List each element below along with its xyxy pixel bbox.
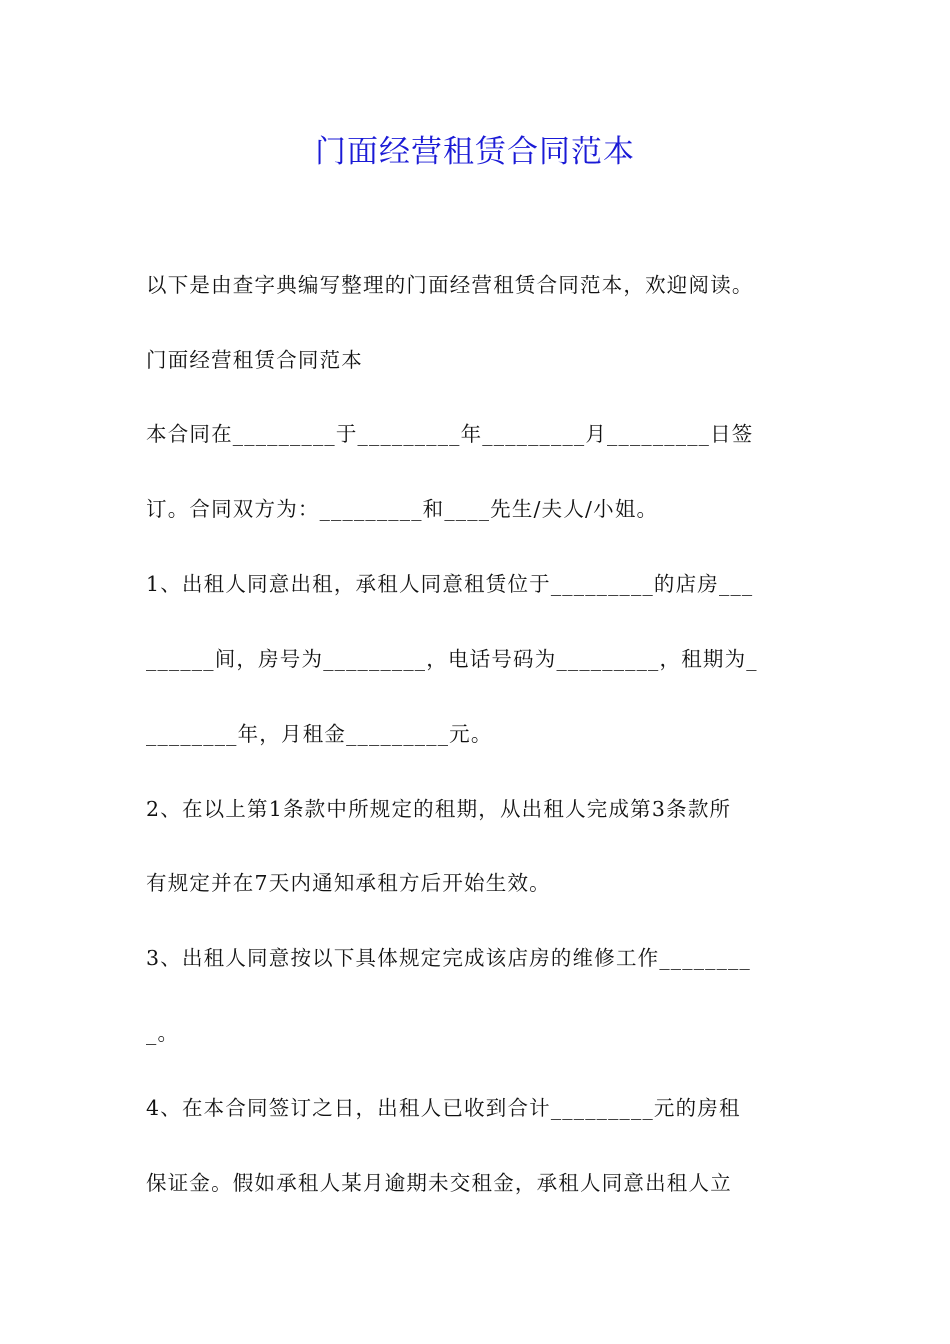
signing-line-1: 本合同在_________于_________年_________月_________日签 [146, 422, 754, 446]
contract-heading: 门面经营租赁合同范本 [146, 348, 363, 372]
clause-3-line-2: _。 [146, 1021, 180, 1045]
clause-1-line-3: ________年，月租金_________元。 [146, 722, 493, 746]
clause-4-line-2: 保证金。假如承租人某月逾期未交租金，承租人同意出租人立 [146, 1171, 732, 1195]
intro-line: 以下是由查字典编写整理的门面经营租赁合同范本，欢迎阅读。 [146, 273, 754, 297]
clause-1-line-2: ______间，房号为_________，电话号码为_________，租期为_ [146, 647, 758, 671]
document-title: 门面经营租赁合同范本 [315, 134, 635, 170]
clause-2-line-2: 有规定并在7天内通知承租方后开始生效。 [146, 871, 551, 895]
clause-1-line-1: 1、出租人同意出租，承租人同意租赁位于_________的店房___ [146, 572, 754, 596]
clause-3-line-1: 3、出租人同意按以下具体规定完成该店房的维修工作________ [146, 946, 751, 970]
clause-2-line-1: 2、在以上第1条款中所规定的租期，从出租人完成第3条款所 [146, 797, 732, 821]
signing-line-2: 订。合同双方为：_________和____先生/夫人/小姐。 [146, 497, 659, 521]
clause-4-line-1: 4、在本合同签订之日，出租人已收到合计_________元的房租 [146, 1096, 741, 1120]
